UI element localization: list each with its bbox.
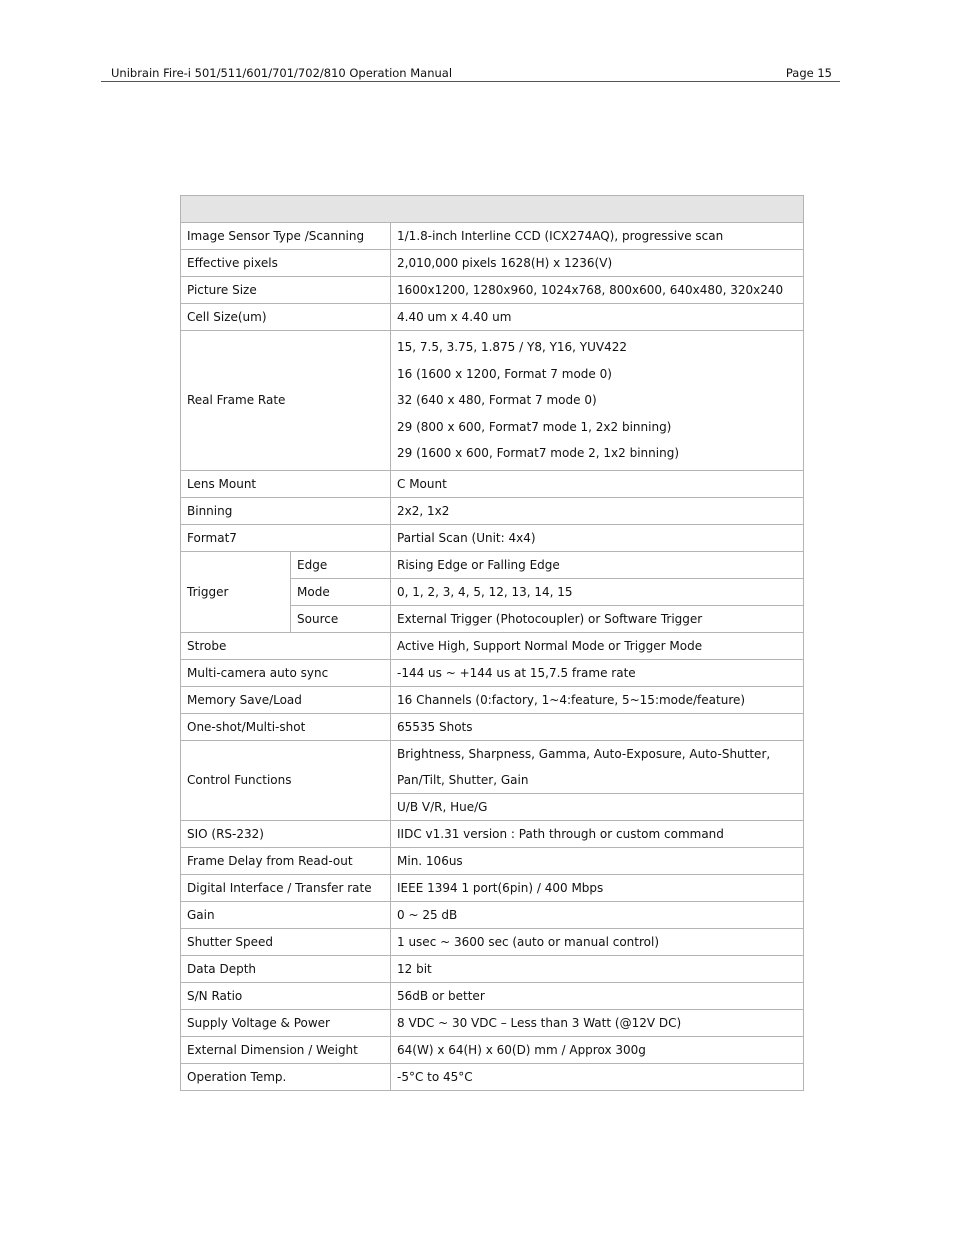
table-row [181, 277, 804, 304]
spec-label: Image Sensor Type /Scanning [181, 223, 391, 250]
table-row [181, 713, 804, 740]
spec-value: 0, 1, 2, 3, 4, 5, 12, 13, 14, 15 [391, 578, 804, 605]
table-row [181, 497, 804, 524]
frame-rate-line: 15, 7.5, 3.75, 1.875 / Y8, Y16, YUV422 [397, 340, 628, 354]
spec-value: 8 VDC ~ 30 VDC – Less than 3 Watt (@12V DC) [391, 1009, 804, 1036]
spec-value: Brightness, Sharpness, Gamma, Auto-Exposure, Auto-Shutter, Pan/Tilt, Shutter, Gain [391, 740, 804, 793]
spec-label: External Dimension / Weight [181, 1036, 391, 1063]
spec-value: U/B V/R, Hue/G [391, 793, 804, 820]
spec-value: 65535 Shots [391, 713, 804, 740]
spec-label: Picture Size [181, 277, 391, 304]
spec-label: Control Functions [181, 740, 391, 820]
spec-sublabel: Source [291, 605, 391, 632]
spec-label: Operation Temp. [181, 1063, 391, 1090]
spec-label: Supply Voltage & Power [181, 1009, 391, 1036]
spec-value: Min. 106us [391, 847, 804, 874]
table-row [181, 1036, 804, 1063]
table-row [181, 304, 804, 331]
table-header-row [181, 196, 804, 223]
table-row [181, 847, 804, 874]
table-row [181, 928, 804, 955]
table-row [181, 331, 804, 471]
spec-value: 4.40 um x 4.40 um [391, 304, 804, 331]
spec-value: IIDC v1.31 version : Path through or custom command [391, 820, 804, 847]
spec-label: Data Depth [181, 955, 391, 982]
specifications-table [180, 195, 804, 1091]
spec-label: Multi-camera auto sync [181, 659, 391, 686]
frame-rate-line: 29 (800 x 600, Format7 mode 1, 2x2 binning) [397, 419, 672, 434]
spec-label: Trigger [181, 551, 291, 632]
spec-sublabel: Mode [291, 578, 391, 605]
spec-value: -144 us ~ +144 us at 15,7.5 frame rate [391, 659, 804, 686]
spec-label: Cell Size(um) [181, 304, 391, 331]
spec-label: Gain [181, 901, 391, 928]
spec-value: Active High, Support Normal Mode or Trigger Mode [391, 632, 804, 659]
spec-value-multiline [391, 331, 804, 471]
table-row [181, 955, 804, 982]
table-row [181, 551, 804, 578]
spec-label: One-shot/Multi-shot [181, 713, 391, 740]
spec-label: Real Frame Rate [181, 331, 391, 471]
spec-value: 12 bit [391, 955, 804, 982]
spec-label: Memory Save/Load [181, 686, 391, 713]
spec-value: Rising Edge or Falling Edge [391, 551, 804, 578]
spec-value: 64(W) x 64(H) x 60(D) mm / Approx 300g [391, 1036, 804, 1063]
spec-label: Digital Interface / Transfer rate [181, 874, 391, 901]
spec-label: Frame Delay from Read-out [181, 847, 391, 874]
spec-value: 16 Channels (0:factory, 1~4:feature, 5~15:mode/feature) [391, 686, 804, 713]
table-row [181, 632, 804, 659]
table-row [181, 901, 804, 928]
spec-label: Binning [181, 497, 391, 524]
spec-label: S/N Ratio [181, 982, 391, 1009]
spec-value: C Mount [391, 470, 804, 497]
table-row [181, 1063, 804, 1090]
document-title: Unibrain Fire-i 501/511/601/701/702/810 Operation Manual [111, 66, 453, 80]
table-row [181, 250, 804, 277]
page-number: Page 15 [785, 66, 832, 80]
table-row [181, 524, 804, 551]
table-row [181, 470, 804, 497]
spec-value: 1/1.8-inch Interline CCD (ICX274AQ), progressive scan [391, 223, 804, 250]
table-heading [181, 196, 804, 223]
spec-value: Partial Scan (Unit: 4x4) [391, 524, 804, 551]
spec-label: Format7 [181, 524, 391, 551]
spec-sublabel: Edge [291, 551, 391, 578]
spec-label: Lens Mount [181, 470, 391, 497]
table-row [181, 982, 804, 1009]
frame-rate-line: 32 (640 x 480, Format 7 mode 0) [397, 393, 597, 407]
page-header [101, 66, 840, 82]
table-row [181, 820, 804, 847]
spec-value: 0 ~ 25 dB [391, 901, 804, 928]
table-row [181, 874, 804, 901]
table-row [181, 1009, 804, 1036]
table-row [181, 223, 804, 250]
table-row [181, 740, 804, 793]
spec-value: IEEE 1394 1 port(6pin) / 400 Mbps [391, 874, 804, 901]
frame-rate-line: 29 (1600 x 600, Format7 mode 2, 1x2 binning) [397, 446, 679, 460]
spec-label: Strobe [181, 632, 391, 659]
spec-value: 2,010,000 pixels 1628(H) x 1236(V) [391, 250, 804, 277]
table-row [181, 686, 804, 713]
spec-label: Effective pixels [181, 250, 391, 277]
spec-value: 1 usec ~ 3600 sec (auto or manual control) [391, 928, 804, 955]
spec-label: SIO (RS-232) [181, 820, 391, 847]
spec-value: External Trigger (Photocoupler) or Software Trigger [391, 605, 804, 632]
frame-rate-line: 16 (1600 x 1200, Format 7 mode 0) [397, 366, 612, 381]
spec-value: 1600x1200, 1280x960, 1024x768, 800x600, 640x480, 320x240 [391, 277, 804, 304]
table-row [181, 659, 804, 686]
spec-value: 2x2, 1x2 [391, 497, 804, 524]
spec-value: -5°C to 45°C [391, 1063, 804, 1090]
spec-value: 56dB or better [391, 982, 804, 1009]
spec-label: Shutter Speed [181, 928, 391, 955]
